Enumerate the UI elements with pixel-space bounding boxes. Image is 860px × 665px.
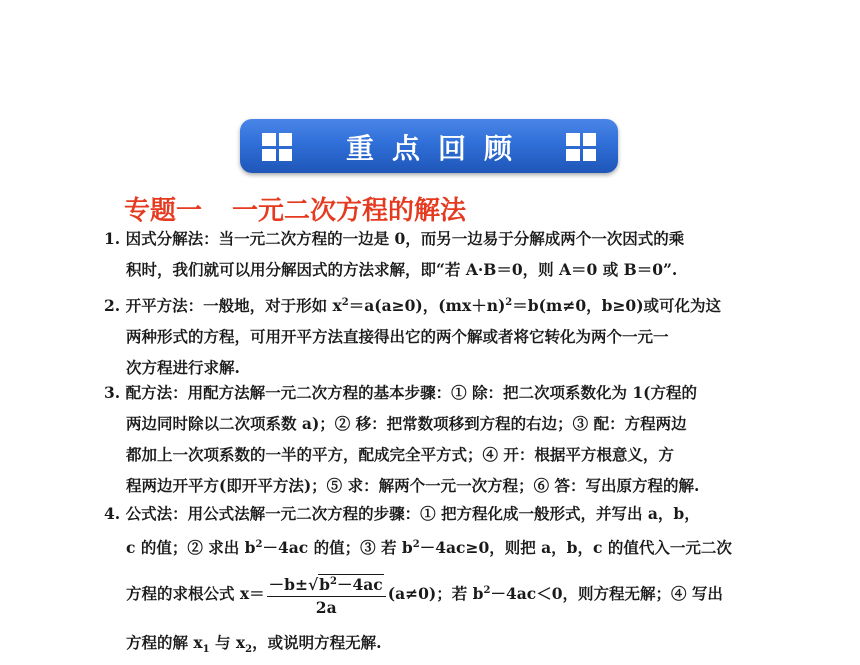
text-line: 方程的解 $x_1$ 与 $x_2$，或说明方程无解. (126, 633, 382, 656)
method-factoring (104, 223, 764, 285)
topic-heading (124, 190, 466, 227)
text-line: 都加上一次项系数的一半的平方，配成完全平方式；④ 开：根据平方根意义，方 (126, 445, 674, 464)
text-line: 2. 开平方法：一般地，对于形如 $x^2=a(a\ge 0)$，$(mx+n)^2=b(m\ne 0$，b≥0)或可化为这 (104, 296, 722, 316)
text-line: 4. 公式法：用公式法解一元二次方程的步骤：① 把方程化成一般形式，并写出 a，b， (104, 504, 700, 523)
window-grid-icon (566, 133, 596, 161)
text-line: 3. 配方法：用配方法解一元二次方程的基本步骤：① 除：把二次项系数化为 1(方程的 (104, 383, 697, 402)
text-line: 两种形式的方程，可用开平方法直接得出它的两个解或者将它转化为两个一元一 (126, 327, 669, 347)
quadratic-formula-fraction: $\frac{-b\pm√b^2-4ac}{2a}$ (267, 571, 386, 619)
section-banner (240, 119, 618, 173)
banner-title: 重点回顾 (345, 132, 530, 165)
text-line: c 的值；② 求出 $b^2-4ac$ 的值；③ 若 $b^2-4ac\ge 0$，则把 a，b，c 的值代入一元二次 (126, 538, 732, 558)
method-formula (104, 498, 764, 665)
text-line: 程两边开平方(即开平方法)；⑤ 求：解两个一元一次方程；⑥ 答：写出原方程的解. (126, 476, 700, 495)
formula-line: 方程的求根公式 x＝ $\frac{-b\pm√b^2-4ac}{2a}$ (a≠0)；若 $b^2-4ac<0$，则方程无解；④ 写出 (104, 571, 764, 619)
text-line: 1. 因式分解法：当一元二次方程的一边是 0，而另一边易于分解成两个一次因式的乘 (104, 229, 685, 248)
text-line: 两边同时除以二次项系数 a)；② 移：把常数项移到方程的右边；③ 配：方程两边 (126, 414, 687, 433)
text-line: 次方程进行求解. (126, 358, 240, 378)
topic-title: 一元二次方程的解法 (232, 196, 467, 226)
method-square-root (104, 287, 764, 383)
text-line: 积时，我们就可以用分解因式的方法求解，即“若 A·B＝0，则 A＝0 或 B＝0”. (126, 260, 678, 279)
method-completing-square (104, 377, 764, 501)
topic-number: 专题一 (124, 196, 203, 226)
